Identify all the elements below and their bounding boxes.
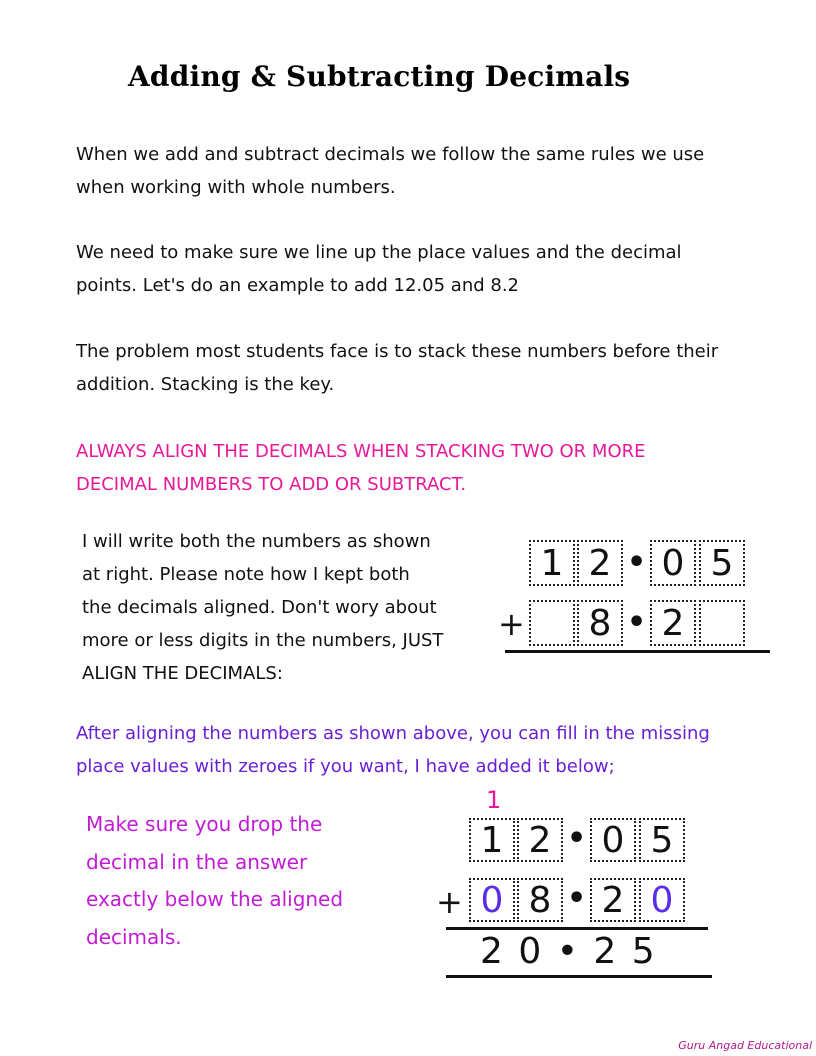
- intro-line: when working with whole numbers.: [76, 177, 396, 198]
- explanation-line: at right. Please note how I kept both: [82, 564, 410, 585]
- fill-zeroes-note: [76, 717, 766, 783]
- decimal-point: •: [567, 881, 587, 916]
- answer-underline: [446, 975, 712, 978]
- page-title: Adding & Subtracting Decimals: [128, 60, 631, 93]
- digit-box: 0: [590, 818, 636, 862]
- digit-box: 1: [469, 818, 515, 862]
- place-values-line: points. Let's do an example to add 12.05 and 8.2: [76, 275, 519, 296]
- align-rule-line: DECIMAL NUMBERS TO ADD OR SUBTRACT.: [76, 474, 467, 495]
- digit-box: 8: [517, 878, 563, 922]
- place-values-line: We need to make sure we line up the place values and the decimal: [76, 242, 682, 263]
- digit-box: 5: [699, 540, 745, 586]
- fill-zeroes-line: After aligning the numbers as shown above, you can fill in the missing: [76, 723, 710, 744]
- plus-sign: +: [498, 605, 525, 643]
- answer: 2 0 • 2 5: [480, 931, 657, 972]
- stacking-line: addition. Stacking is the key.: [76, 374, 335, 395]
- fill-zeroes-line: place values with zeroes if you want, I have added it below;: [76, 756, 615, 777]
- stacking-line: The problem most students face is to stack these numbers before their: [76, 341, 719, 362]
- digit-box: 2: [650, 600, 696, 646]
- digit-box: 1: [529, 540, 575, 586]
- intro-paragraph: [76, 138, 766, 204]
- digit-box: [699, 600, 745, 646]
- digit-box: 2: [517, 818, 563, 862]
- place-values-paragraph: [76, 236, 766, 302]
- decimal-point: •: [627, 545, 647, 580]
- align-rule: [76, 435, 766, 501]
- plus-sign: +: [436, 883, 463, 921]
- digit-box: 5: [639, 818, 685, 862]
- intro-line: When we add and subtract decimals we follow the same rules we use: [76, 144, 705, 165]
- tip-line: exactly below the aligned: [86, 887, 344, 911]
- decimal-point: •: [627, 605, 647, 640]
- drop-decimal-tip: [86, 806, 416, 956]
- tip-line: Make sure you drop the: [86, 812, 323, 836]
- footer-credit: Guru Angad Educational: [678, 1039, 812, 1052]
- digit-box-filled-zero: 0: [639, 878, 685, 922]
- explanation-line: more or less digits in the numbers, JUST: [82, 630, 444, 651]
- tip-line: decimal in the answer: [86, 849, 308, 874]
- digit-box: 2: [590, 878, 636, 922]
- explanation-line: ALIGN THE DECIMALS:: [82, 663, 283, 684]
- decimal-point: •: [567, 821, 587, 856]
- digit-box-filled-zero: 0: [469, 878, 515, 922]
- sum-line: [505, 650, 770, 653]
- explanation-line: I will write both the numbers as shown: [82, 531, 431, 552]
- digit-box: 0: [650, 540, 696, 586]
- stacking-paragraph: [76, 335, 766, 401]
- explanation-line: the decimals aligned. Don't wory about: [82, 597, 437, 618]
- align-rule-line: ALWAYS ALIGN THE DECIMALS WHEN STACKING TWO OR MORE: [76, 441, 646, 462]
- sum-line: [446, 927, 708, 930]
- tip-line: decimals.: [86, 924, 182, 949]
- carry-digit: 1: [486, 786, 502, 814]
- explanation-paragraph: [82, 525, 492, 690]
- digit-box: 2: [577, 540, 623, 586]
- digit-box: 8: [577, 600, 623, 646]
- digit-box: [529, 600, 575, 646]
